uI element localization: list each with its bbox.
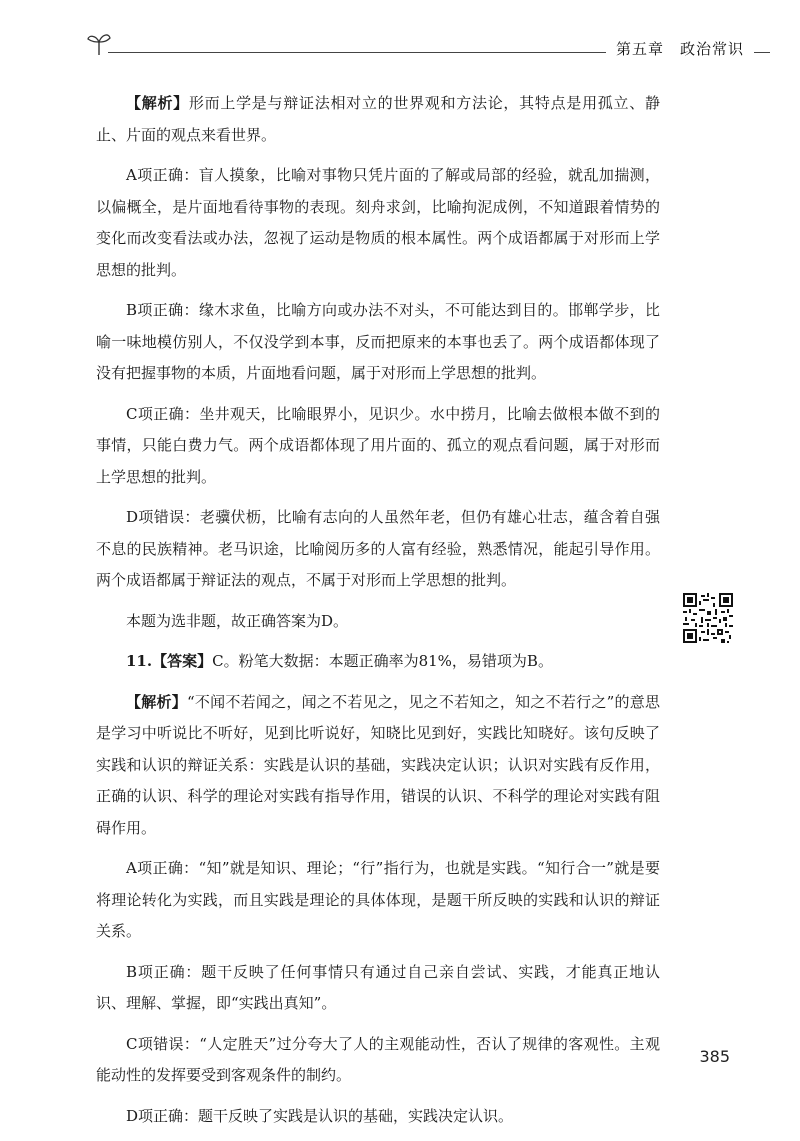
paragraph-text: D项正确：题干反映了实践是认识的基础，实践决定认识。 [126, 1106, 514, 1125]
chapter-title: 第五章 政治常识 [606, 38, 754, 59]
paragraph [96, 853, 660, 948]
paragraph [96, 88, 660, 151]
paragraph [96, 957, 660, 1020]
paragraph-text: A项正确：盲人摸象，比喻对事物只凭片面的了解或局部的经验，就乱加揣测，以偏概全，是片面地看待事物的表现。刻舟求剑，比喻拘泥成例，不知道跟着情势的变化而改变看法或办法，忽视了运动是物质的根本属性。两个成语都属于对形而上学思想的批判。 [96, 166, 660, 279]
paragraph-text: D项错误：老骥伏枥，比喻有志向的人虽然年老，但仍有雄心壮志，蕴含着自强不息的民族精神。老马识途，比喻阅历多的人富有经验，熟悉情况，能起引导作用。两个成语都属于辩证法的观点，不属于对形而上学思想的批判。 [96, 508, 660, 589]
paragraph-label: 11.【答案】 [126, 652, 213, 670]
page-number: 385 [699, 1047, 730, 1066]
header-rule-left [108, 52, 656, 53]
paragraph [96, 399, 660, 494]
paragraph-text: B项正确：题干反映了任何事情只有通过自己亲自尝试、实践，才能真正地认识、理解、掌握，即“实践出真知”。 [96, 962, 660, 1012]
paragraph [96, 160, 660, 286]
paragraph-text: 本题为选非题，故正确答案为D。 [126, 611, 349, 630]
page-header [82, 28, 770, 64]
paragraph-label: 【解析】 [126, 692, 187, 711]
paragraph [96, 1029, 660, 1092]
paragraph-text: C项错误：“人定胜天”过分夸大了人的主观能动性，否认了规律的客观性。主观能动性的发挥要受到客观条件的制约。 [96, 1034, 660, 1084]
paragraph-text: C。粉笔大数据：本题正确率为81%，易错项为B。 [212, 652, 553, 670]
paragraph-text: 形而上学是与辩证法相对立的世界观和方法论，其特点是用孤立、静止、片面的观点来看世界。 [96, 94, 660, 144]
paragraph [96, 502, 660, 597]
qr-code-icon[interactable] [683, 593, 733, 643]
paragraph-label: 【解析】 [126, 94, 189, 112]
paragraph [96, 606, 660, 638]
paragraph [96, 646, 660, 678]
paragraph [96, 295, 660, 390]
header-rule-right [754, 52, 770, 53]
paragraph-text: A项正确：“知”就是知识、理论；“行”指行为，也就是实践。“知行合一”就是要将理论转化为实践，而且实践是理论的具体体现，是题干所反映的实践和认识的辩证关系。 [96, 859, 660, 940]
paragraph-text: B项正确：缘木求鱼，比喻方向或办法不对头，不可能达到目的。邯郸学步，比喻一味地模仿别人，不仅没学到本事，反而把原来的本事也丢了。两个成语都体现了没有把握事物的本质，片面地看问题，属于对形而上学思想的批判。 [96, 301, 660, 382]
paragraph [96, 1101, 660, 1133]
paragraph [96, 687, 660, 845]
answer-content [96, 88, 660, 1141]
paragraph-text: “不闻不若闻之，闻之不若见之，见之不若知之，知之不若行之”的意思是学习中听说比不听好，见到比听说好，知晓比见到好，实践比知晓好。该句反映了实践和认识的辩证关系：实践是认识的基础，实践决定认识；认识对实践有反作用，正确的认识、科学的理论对实践有指导作用，错误的认识、不科学的理论对实践有阻碍作用。 [96, 692, 660, 837]
paragraph-text: C项正确：坐井观天，比喻眼界小，见识少。水中捞月，比喻去做根本做不到的事情，只能白费力气。两个成语都体现了用片面的、孤立的观点看问题，属于对形而上学思想的批判。 [96, 404, 660, 486]
